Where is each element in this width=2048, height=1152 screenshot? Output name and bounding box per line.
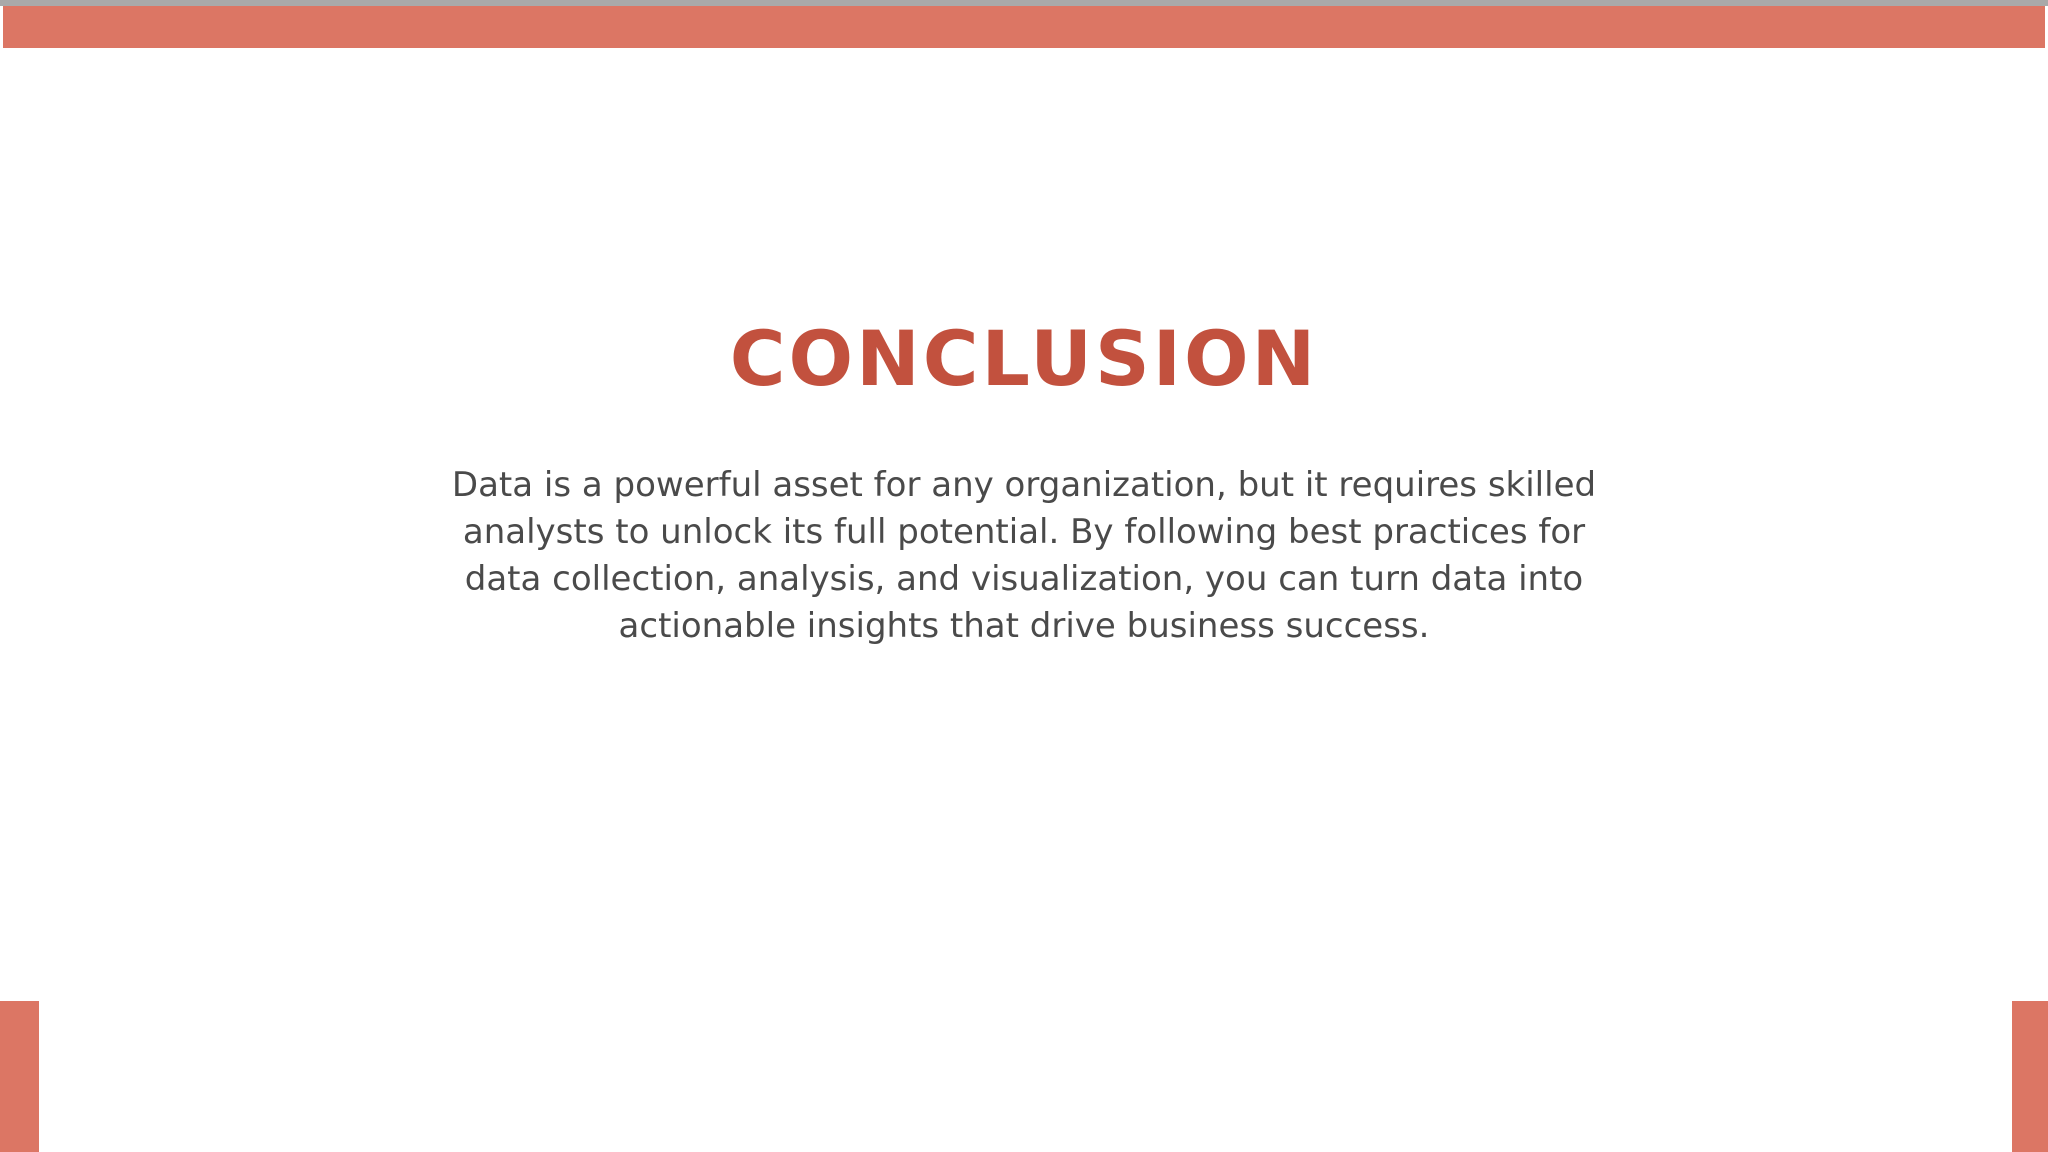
slide-title: CONCLUSION	[729, 314, 1319, 403]
top-accent-bar	[3, 6, 2045, 48]
slide-body-text: Data is a powerful asset for any organization, but it requires skilled analysts to unlock its full potential. By following best practices for data collection, analysis, and visualization, you can turn data into actionable insights that drive business success.	[451, 465, 1597, 646]
bottom-left-accent-bar	[0, 1001, 39, 1152]
bottom-right-accent-bar	[2012, 1001, 2048, 1152]
